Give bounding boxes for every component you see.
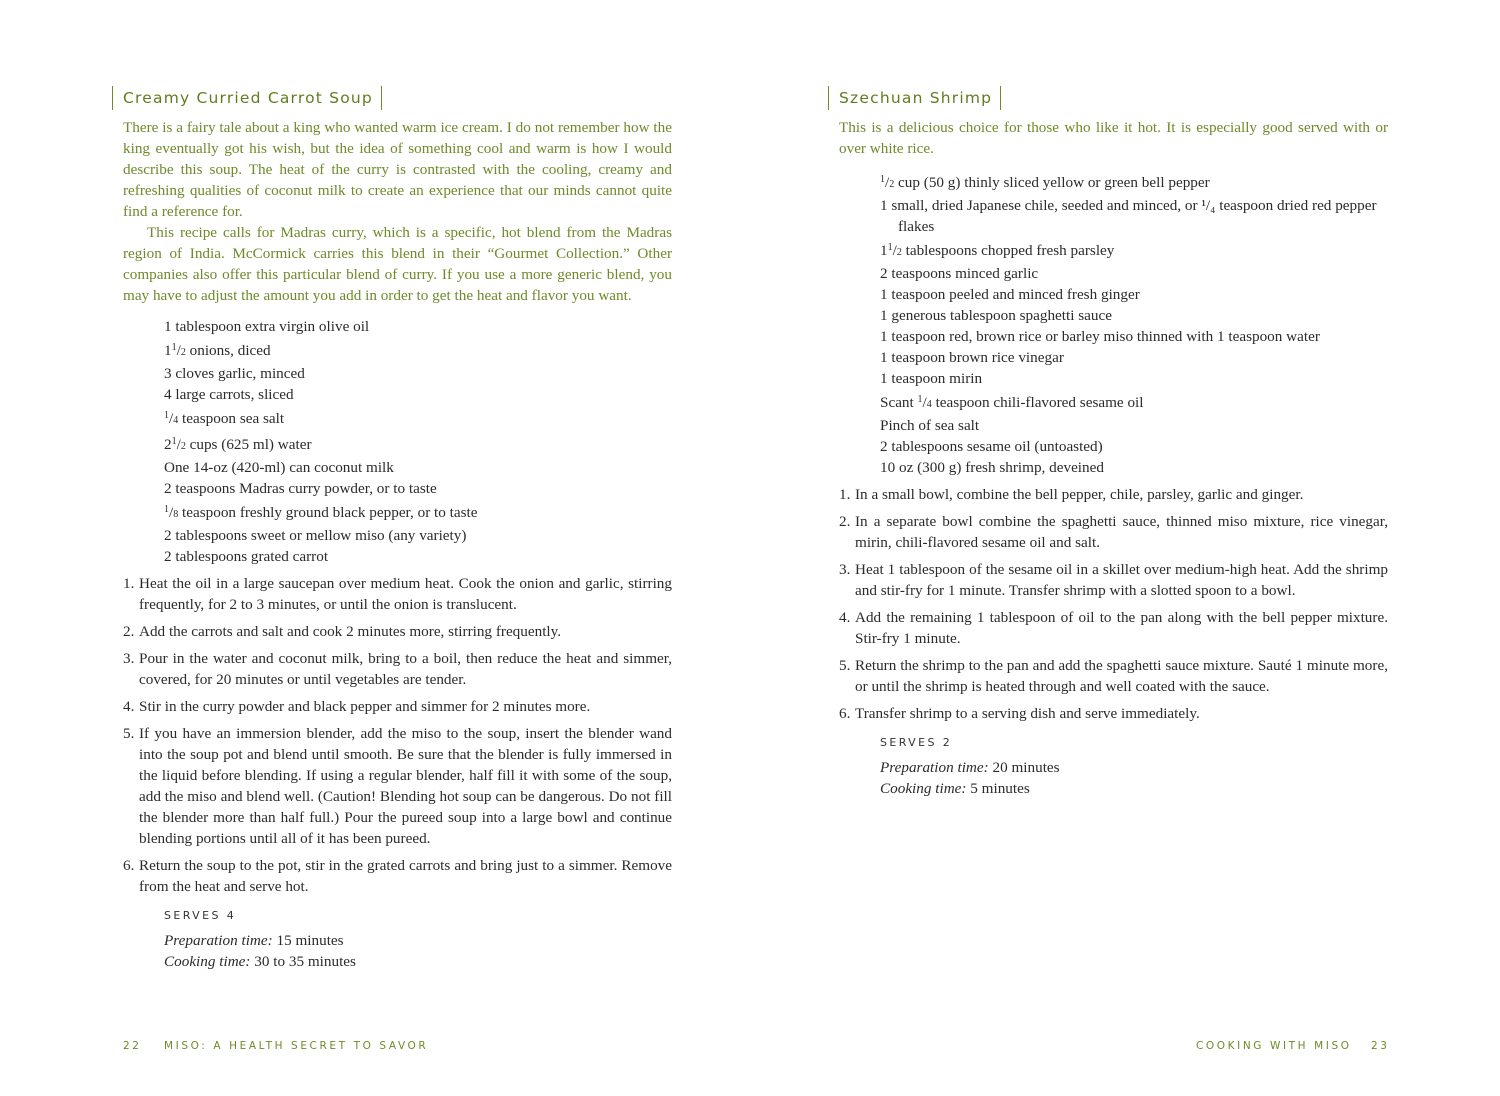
ingredient-item [164,478,672,499]
instruction-step [123,696,672,717]
ingredient-quantity: 1 [880,242,888,259]
ingredient-text: teaspoon freshly ground black pepper, or to taste [178,504,478,521]
intro-paragraph: This recipe calls for Madras curry, which is a specific, hot blend from the Madras region of India. McCormick carries this blend in their “Gourmet Collection.” Other companies also offer this particular blend of curry. If you use a more generic blend, you may have to adjust the amount you add in order to get the heat and flavor you want. [123,224,672,304]
fraction-numerator: 1 [171,342,177,353]
step-number: 1. [123,575,135,592]
serves-label: SERVES 2 [880,736,953,749]
instruction-step [123,621,672,642]
recipe-title: Szechuan Shrimp [839,89,993,107]
fraction-numerator: 1 [164,410,169,421]
ingredient-item [880,457,1388,478]
cook-time-label: Cooking time: [164,953,251,970]
ingredient-text: 2 tablespoons sweet or mellow miso (any variety) [164,527,467,544]
step-number: 5. [123,725,135,742]
ingredient-item [880,284,1388,305]
ingredient-item: $1^1/2$ onions, diced [164,342,271,359]
instruction-step [123,855,672,897]
fraction-denominator: 2 [180,347,186,358]
cook-time [164,951,672,972]
ingredient-text: teaspoon sea salt [178,410,285,427]
step-text: Add the remaining 1 tablespoon of oil to the pan along with the bell pepper mixture. Stir-fry 1 minute. [855,609,1388,647]
ingredient-item [164,525,672,546]
step-number: 2. [123,623,135,640]
ingredient-text: 4 large carrots, sliced [164,386,294,403]
ingredient-item [164,316,672,337]
ingredient-item [164,363,672,384]
ingredient-quantity: 1 [164,342,172,359]
timing-info [828,757,1388,799]
ingredient-text: onions, diced [185,342,271,359]
step-text: Add the carrots and salt and cook 2 minutes more, stirring frequently. [139,623,562,640]
prep-time-label: Preparation time: [164,932,273,949]
ingredient-item: $2^1/2$ cups (625 ml) water [164,436,312,453]
step-text: Transfer shrimp to a serving dish and serve immediately. [855,705,1200,722]
instruction-step [839,703,1388,724]
page-number: 23 [1371,1040,1390,1052]
prep-time [164,930,672,951]
ingredient-text: One 14-oz (420-ml) can coconut milk [164,459,394,476]
cook-time-label: Cooking time: [880,780,967,797]
ingredient-text: Pinch of sea salt [880,417,980,434]
step-number: 2. [839,513,851,530]
ingredient-item: $^1$/8 teaspoon freshly ground black pepper, or to taste [164,504,478,521]
instruction-step [123,648,672,690]
instruction-step [123,723,672,849]
ingredient-text: 1 teaspoon red, brown rice or barley miso thinned with 1 teaspoon water [880,328,1320,345]
instruction-step [839,607,1388,649]
page-number: 22 [123,1040,142,1052]
ingredient-text: 3 cloves garlic, minced [164,365,305,382]
step-text: Heat the oil in a large saucepan over medium heat. Cook the onion and garlic, stirring frequently, for 2 to 3 minutes, or until the onion is translucent. [139,575,672,613]
fraction-denominator: 2 [180,441,186,452]
instruction-list [112,573,672,897]
ingredient-text: 1 teaspoon peeled and minced fresh ginger [880,286,1140,303]
fraction-numerator: 1 [880,174,885,185]
fraction-numerator: 1 [171,436,177,447]
step-number: 5. [839,657,851,674]
recipe-intro [112,117,672,306]
ingredient-text: 1 teaspoon brown rice vinegar [880,349,1064,366]
recipe-curried-carrot-soup [112,86,672,972]
step-number: 6. [839,705,851,722]
recipe-title: Creamy Curried Carrot Soup [123,89,373,107]
step-text: Stir in the curry powder and black pepper and simmer for 2 minutes more. [139,698,591,715]
ingredient-text: 1 generous tablespoon spaghetti sauce [880,307,1112,324]
ingredient-text: 2 tablespoons sesame oil (untoasted) [880,438,1103,455]
ingredient-list [828,169,1388,478]
fraction-denominator: 4 [173,415,179,426]
ingredient-item [880,326,1388,347]
step-text: Return the shrimp to the pan and add the spaghetti sauce mixture. Sauté 1 minute more, or until the shrimp is heated through and well coated with the sauce. [855,657,1388,695]
fraction-numerator: 1 [887,242,893,253]
step-number: 3. [839,561,851,578]
ingredient-item [880,195,1388,237]
instruction-step [123,573,672,615]
step-text: Pour in the water and coconut milk, bring to a boil, then reduce the heat and simmer, covered, for 20 minutes or until vegetables are tender. [139,650,672,688]
ingredient-text: tablespoons chopped fresh parsley [901,242,1115,259]
recipe-intro [828,117,1388,159]
ingredient-text: 2 teaspoons Madras curry powder, or to taste [164,480,437,497]
step-number: 3. [123,650,135,667]
cook-time-value: 30 to 35 minutes [250,953,356,970]
ingredient-quantity: 2 [164,436,172,453]
serves-label: SERVES 4 [164,909,237,922]
ingredient-item [880,368,1388,389]
ingredient-item [880,263,1388,284]
prep-time-value: 15 minutes [272,932,344,949]
right-page [750,0,1500,1096]
ingredient-item: $1^1/2$ tablespoons chopped fresh parsley [880,242,1115,259]
ingredient-list [112,316,672,567]
ingredient-text: teaspoon chili-flavored sesame oil [931,394,1144,411]
timing-info [112,930,672,972]
ingredient-item [164,384,672,405]
ingredient-item [164,546,672,567]
fraction-numerator: 1 [164,504,169,515]
recipe-title-frame [112,86,382,110]
ingredient-item [880,436,1388,457]
step-text: If you have an immersion blender, add the miso to the soup, insert the blender wand into the soup pot and blend until smooth. Be sure that the blender is fully immersed in the liquid before blending. If using a regular blender, half fill it with some of the soup, add the miso and blend well. (Caution! Blending hot soup can be dangerous. Do not fill the blender more than half full.) Pour the pureed soup into a large bowl and continue blending portions until all of it has been pureed. [139,725,672,847]
instruction-step [839,484,1388,505]
ingredient-text: 1 small, dried Japanese chile, seeded and minced, or ¹/₄ teaspoon dried red pepper flakes [880,197,1377,235]
step-text: In a separate bowl combine the spaghetti sauce, thinned miso mixture, rice vinegar, mirin, chili-flavored sesame oil and salt. [855,513,1388,551]
prep-time-value: 20 minutes [988,759,1060,776]
ingredient-text: cup (50 g) thinly sliced yellow or green bell pepper [894,174,1210,191]
ingredient-item: Scant $^1$/4 teaspoon chili-flavored sesame oil [880,394,1144,411]
step-text: In a small bowl, combine the bell pepper, chile, parsley, garlic and ginger. [855,486,1304,503]
instruction-list [828,484,1388,724]
recipe-szechuan-shrimp [828,86,1388,799]
ingredient-text: 2 tablespoons grated carrot [164,548,329,565]
ingredient-item [880,305,1388,326]
ingredient-item: $^1$/2 cup (50 g) thinly sliced yellow or green bell pepper [880,174,1210,191]
fraction-denominator: 2 [889,179,895,190]
ingredient-text: 1 teaspoon mirin [880,370,983,387]
instruction-step [839,559,1388,601]
ingredient-item [164,457,672,478]
prep-time [880,757,1388,778]
ingredient-item [880,415,1388,436]
fraction-denominator: 2 [896,247,902,258]
ingredient-item [880,347,1388,368]
intro-paragraph: This is a delicious choice for those who like it hot. It is especially good served with or over white rice. [839,119,1388,157]
ingredient-text: 1 tablespoon extra virgin olive oil [164,318,370,335]
ingredient-text: cups (625 ml) water [185,436,312,453]
step-number: 1. [839,486,851,503]
cook-time [880,778,1388,799]
ingredient-quantity: Scant [880,394,918,411]
ingredient-text: 2 teaspoons minced garlic [880,265,1039,282]
ingredient-text: 10 oz (300 g) fresh shrimp, deveined [880,459,1104,476]
cook-time-value: 5 minutes [966,780,1030,797]
fraction-denominator: 4 [926,399,932,410]
running-footer: MISO: A HEALTH SECRET TO SAVOR [164,1040,429,1052]
step-text: Heat 1 tablespoon of the sesame oil in a skillet over medium-high heat. Add the shrimp and stir-fry for 1 minute. Transfer shrimp with a slotted spoon to a bowl. [855,561,1388,599]
ingredient-item: $^1$/4 teaspoon sea salt [164,410,285,427]
step-number: 4. [839,609,851,626]
prep-time-label: Preparation time: [880,759,989,776]
step-text: Return the soup to the pot, stir in the grated carrots and bring just to a simmer. Remove from the heat and serve hot. [139,857,672,895]
step-number: 6. [123,857,135,874]
instruction-step [839,511,1388,553]
instruction-step [839,655,1388,697]
intro-paragraph: There is a fairy tale about a king who wanted warm ice cream. I do not remember how the king eventually got his wish, but the idea of something cool and warm is how I would describe this soup. The heat of the curry is contrasted with the cooling, creamy and refreshing qualities of coconut milk to create an experience that our minds cannot quite find a reference for. [123,119,672,220]
running-footer: COOKING WITH MISO [1196,1040,1352,1052]
fraction-denominator: 8 [173,509,179,520]
recipe-title-frame [828,86,1001,110]
step-number: 4. [123,698,135,715]
fraction-numerator: 1 [917,394,923,405]
